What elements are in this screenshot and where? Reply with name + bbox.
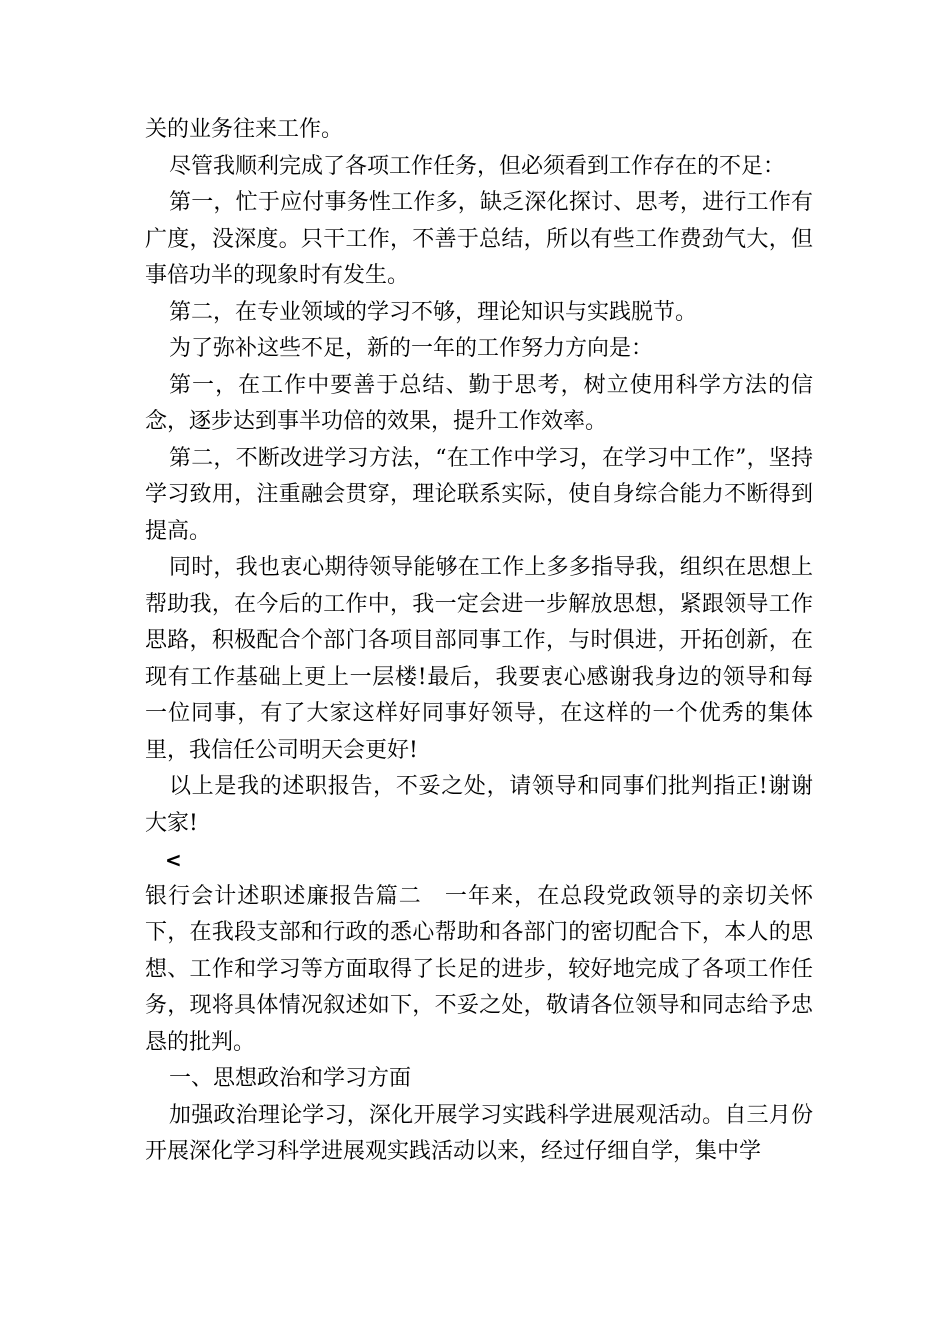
paragraph-separator-mark: < xyxy=(165,848,182,872)
paragraph-direction-1: 第一，在工作中要善于总结、勤于思考，树立使用科学方法的信念，逐步达到事半功倍的效果，提升工作效率。 xyxy=(145,372,813,434)
paragraph-shortcoming-2: 第二，在专业领域的学习不够，理论知识与实践脱节。 xyxy=(169,299,698,325)
paragraph-direction-intro: 为了弥补这些不足，新的一年的工作努力方向是： xyxy=(169,336,654,361)
paragraph-report-two-intro: 银行会计述职述廉报告篇二 一年来，在总段党政领导的亲切关怀下，在我段支部和行政的悉心帮助和各部门的密切配合下，本人的思想、工作和学习等方面取得了长足的进步，较好地完成了各项工作任务，现将具体情况叙述如下，不妥之处，敬请各位领导和同志给予忠恳的批判。 xyxy=(145,883,813,1055)
document-page xyxy=(145,112,813,1171)
paragraph-direction-2: 第二，不断改进学习方法，“在工作中学习，在学习中工作”，坚持学习致用，注重融会贯穿，理论联系实际，使自身综合能力不断得到提高。 xyxy=(145,445,813,544)
paragraph-shortcoming-1: 第一，忙于应付事务性工作多，缺乏深化探讨、思考，进行工作有广度，没深度。只干工作，不善于总结，所以有些工作费劲气大，但事倍功半的现象时有发生。 xyxy=(145,190,813,288)
paragraph-continuation: 关的业务往来工作。 xyxy=(145,117,344,142)
section-heading-ideology: 一、思想政治和学习方面 xyxy=(169,1066,412,1091)
paragraph-shortcomings-intro: 尽管我顺利完成了各项工作任务，但必须看到工作存在的不足： xyxy=(169,153,786,179)
paragraph-closing: 同时，我也衷心期待领导能够在工作上多多指导我，组织在思想上帮助我，在今后的工作中，我一定会进一步解放思想，紧跟领导工作思路，积极配合个部门各项目部同事工作，与时俱进，开拓创新，在现有工作基础上更上一层楼!最后，我要衷心感谢我身边的领导和每一位同事，有了大家这样好同事好领导，在这样的一个优秀的集体里，我信任公司明天会更好! xyxy=(145,555,813,763)
paragraph-thanks: 以上是我的述职报告，不妥之处，请领导和同事们批判指正!谢谢大家! xyxy=(145,774,813,836)
paragraph-political-study: 加强政治理论学习，深化开展学习实践科学进展观活动。自三月份开展深化学习科学进展观实践活动以来，经过仔细自学，集中学 xyxy=(145,1102,813,1164)
